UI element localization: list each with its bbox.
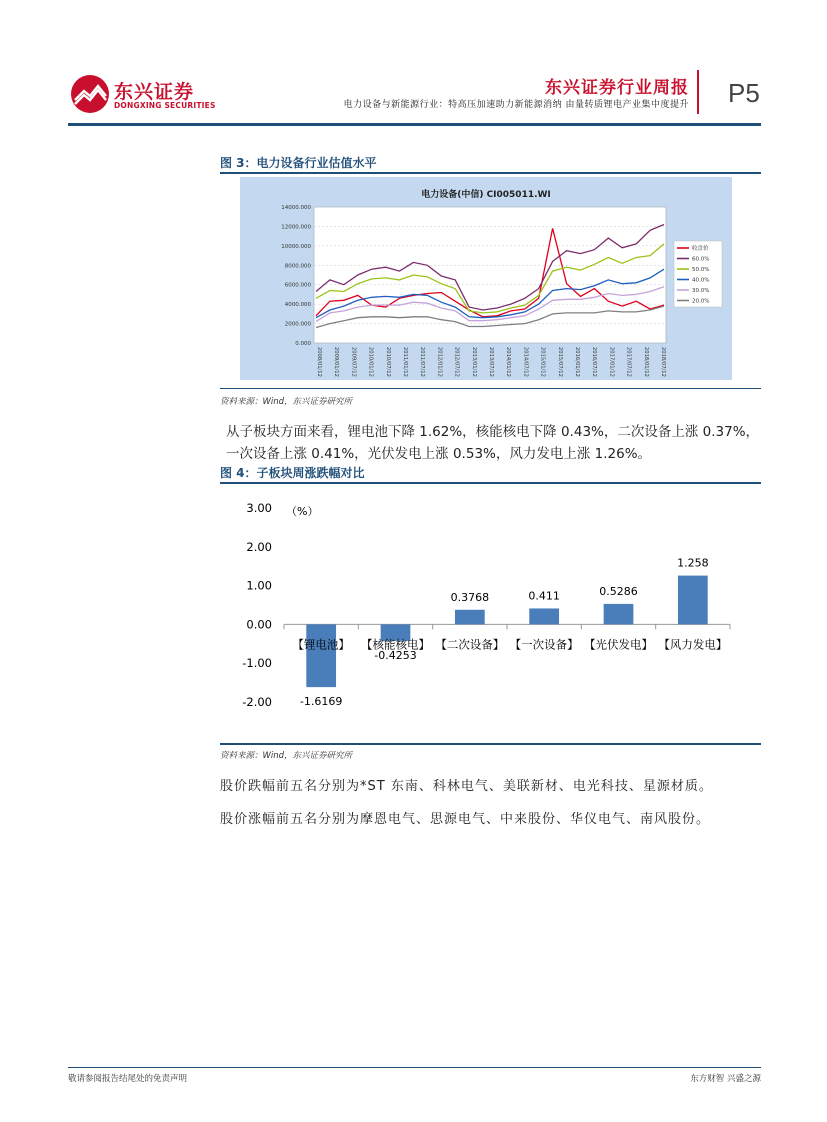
chart2-bar [604, 604, 634, 625]
chart2-y-tick: 1.00 [246, 578, 272, 593]
chart1-y-tick: 4000.000 [284, 302, 311, 309]
figure3-chart-panel [240, 177, 732, 380]
figure4-source: 资料来源：Wind，东兴证券研究所 [220, 751, 353, 761]
footer-slogan: 东方财智 兴盛之源 [690, 1074, 761, 1084]
chart2-data-label: -0.4253 [374, 648, 417, 662]
figure4-bottom-rule [220, 743, 761, 745]
chart2-data-label: 0.411 [528, 589, 560, 603]
chart2-category-label: 【核能核电】 [361, 637, 430, 652]
header-rule [68, 123, 761, 126]
chart2-bar [529, 608, 559, 624]
chart2-category-label: 【一次设备】 [509, 637, 579, 652]
chart1-legend-label: 30.0% [692, 288, 710, 294]
subsector-bar-chart [230, 492, 750, 732]
chart1-y-tick: 2000.000 [284, 321, 311, 328]
chart1-x-tick: 2016/01/12 [574, 347, 580, 377]
chart1-x-tick: 2011/01/12 [402, 347, 408, 377]
chart1-x-tick: 2010/01/12 [367, 347, 374, 377]
chart2-y-tick: 2.00 [246, 539, 272, 554]
chart1-legend-label: 收盘价 [692, 246, 709, 252]
chart1-x-tick: 2013/07/12 [488, 347, 494, 377]
chart1-x-tick: 2008/01/12 [316, 347, 322, 377]
chart1-x-tick: 2013/01/12 [470, 347, 477, 377]
chart1-y-tick: 8000.000 [284, 263, 311, 270]
chart1-plot-area [314, 207, 666, 343]
chart1-y-tick: 0.000 [295, 341, 311, 347]
chart2-y-tick: 3.00 [246, 501, 272, 515]
header-divider [697, 70, 699, 114]
chart2-data-label: 1.258 [677, 556, 709, 570]
company-logo [70, 74, 216, 118]
logo-emblem-icon [70, 74, 110, 114]
logo-chinese-name: 东兴证券 [114, 81, 195, 103]
footer-rule [68, 1067, 761, 1068]
figure3-top-rule [220, 172, 761, 174]
paragraph-line-1: 从子板块方面来看，锂电池下降 1.62%，核能核电下降 0.43%，二次设备上涨 0.37%， [226, 424, 760, 440]
chart2-category-label: 【风力发电】 [658, 637, 728, 652]
chart2-y-tick: -2.00 [242, 695, 272, 709]
page-number: P5 [728, 78, 760, 108]
report-title: 东兴证券行业周报 [545, 78, 689, 98]
chart1-x-tick: 2012/07/12 [453, 347, 460, 377]
chart2-category-label: 【二次设备】 [435, 637, 505, 652]
chart2-data-label: 0.3768 [450, 590, 490, 604]
chart1-x-tick: 2018/01/12 [642, 347, 649, 377]
chart1-y-tick: 10000.000 [281, 243, 311, 250]
chart1-x-tick: 2012/01/12 [436, 347, 443, 377]
chart1-x-tick: 2009/07/12 [350, 347, 357, 377]
chart2-y-tick: -1.00 [242, 656, 272, 671]
chart2-data-label: -1.6169 [299, 695, 343, 709]
gainers-text: 股价涨幅前五名分别为摩恩电气、思源电气、中来股份、华仪电气、南风股份。 [220, 812, 711, 827]
figure4-title: 图 4：子板块周涨跌幅对比 [220, 466, 365, 480]
chart2-bar [455, 610, 485, 625]
chart1-y-tick: 6000.000 [284, 282, 311, 289]
chart1-x-tick: 2015/07/12 [556, 347, 563, 377]
chart1-x-tick: 2011/07/12 [419, 347, 426, 377]
decliners-text: 股价跌幅前五名分别为*ST 东南、科林电气、美联新材、电光科技、星源材质。 [220, 779, 713, 794]
chart2-category-label: 【光伏发电】 [584, 637, 653, 652]
figure3-source: 资料来源：Wind，东兴证券研究所 [220, 397, 353, 407]
figure3-title: 图 3：电力设备行业估值水平 [220, 156, 377, 170]
valuation-line-chart [240, 177, 732, 380]
chart1-y-tick: 14000.000 [281, 205, 311, 211]
paragraph-line-2: 一次设备上涨 0.41%，光伏发电上涨 0.53%，风力发电上涨 1.26%。 [226, 446, 652, 462]
chart1-x-tick: 2010/07/12 [384, 347, 391, 377]
chart1-legend-label: 20.0% [692, 298, 710, 305]
figure4-top-rule [220, 482, 761, 484]
chart1-title: 电力设备(中信) CI005011.WI [421, 190, 551, 200]
chart1-legend-label: 60.0% [692, 256, 710, 263]
chart2-unit-label: （%） [286, 505, 319, 518]
report-subtitle: 电力设备与新能源行业：特高压加速助力新能源消纳 由量转质锂电产业集中度提升 [343, 100, 689, 110]
logo-english-name: DONGXING SECURITIES [114, 101, 216, 110]
chart2-data-label: 0.5286 [599, 584, 638, 598]
chart2-bar [678, 576, 708, 625]
chart1-legend-label: 50.0% [692, 267, 710, 273]
chart1-x-tick: 2014/01/12 [505, 347, 512, 377]
figure3-bottom-rule [220, 388, 761, 389]
chart2-category-label: 【锂电池】 [292, 637, 350, 652]
chart1-x-tick: 2009/01/12 [333, 347, 340, 377]
chart1-x-tick: 2016/07/12 [591, 347, 598, 377]
chart1-x-tick: 2017/07/12 [625, 347, 632, 377]
chart1-x-tick: 2018/07/12 [660, 347, 666, 377]
chart1-x-tick: 2014/07/12 [522, 347, 529, 377]
chart2-y-tick: 0.00 [246, 617, 272, 632]
chart1-x-tick: 2015/01/12 [539, 347, 546, 377]
chart1-legend-label: 40.0% [692, 277, 710, 284]
chart2-bar [306, 624, 336, 687]
footer-disclaimer: 敬请参阅报告结尾处的免责声明 [68, 1074, 188, 1084]
chart1-y-tick: 12000.000 [281, 224, 311, 231]
chart1-x-tick: 2017/01/12 [608, 347, 615, 377]
